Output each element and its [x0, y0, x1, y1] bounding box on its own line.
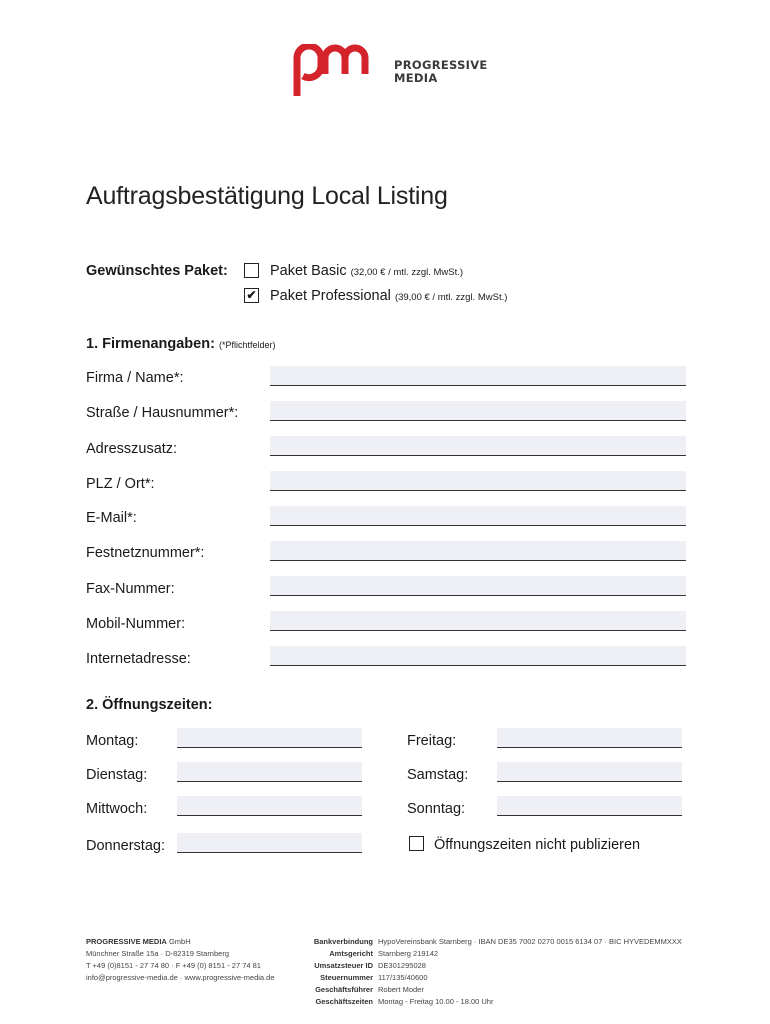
hours-input-mittwoch[interactable] [177, 796, 362, 816]
hours-input-sonntag[interactable] [497, 796, 682, 816]
footer-detail-key: Geschäftszeiten [315, 997, 373, 1006]
field-input-adresszusatz[interactable] [270, 436, 686, 456]
footer-detail-key: Bankverbindung [313, 937, 373, 946]
footer-detail-row [313, 984, 713, 996]
field-input-plz-ort[interactable] [270, 471, 686, 491]
footer-detail-value: DE301295028 [378, 961, 426, 970]
footer-detail-value: HypoVereinsbank Starnberg · IBAN DE35 7002 0270 0015 6134 07 · BIC HYVEDEMMXXX [378, 937, 682, 946]
hours-label-dienstag: Dienstag: [86, 767, 148, 783]
field-input-festnetz[interactable] [270, 541, 686, 561]
footer-detail-row [313, 996, 713, 1008]
field-input-email[interactable] [270, 506, 686, 526]
footer-company-suffix: GmbH [166, 937, 191, 946]
package-professional-checkbox[interactable]: ✔ [244, 288, 259, 303]
brand-line-1: PROGRESSIVE [394, 58, 488, 72]
page-title: Auftragsbestätigung Local Listing [86, 182, 448, 210]
footer-details-block [313, 936, 713, 1008]
brand-name [394, 59, 488, 85]
footer-address: Münchner Straße 15a · D-82319 Starnberg [86, 949, 229, 958]
footer-phone: T +49 (0)8151 - 27 74 80 · F +49 (0) 8151 - 27 74 81 [86, 961, 261, 970]
field-input-mobil[interactable] [270, 611, 686, 631]
section-hours-title: 2. Öffnungszeiten: [86, 697, 213, 713]
footer-company-name: PROGRESSIVE MEDIA [86, 937, 167, 946]
field-input-internet[interactable] [270, 646, 686, 666]
company-logo [293, 44, 488, 98]
package-basic-price: (32,00 € / mtl. zzgl. MwSt.) [350, 267, 464, 278]
footer-detail-key: Umsatzsteuer ID [314, 961, 373, 970]
hours-label-sonntag: Sonntag: [407, 801, 466, 817]
field-label-internet: Internetadresse: [86, 651, 191, 667]
hours-input-freitag[interactable] [497, 728, 682, 748]
package-basic-checkbox[interactable] [244, 263, 259, 278]
section-company-title [86, 336, 275, 352]
footer-detail-key: Amtsgericht [329, 949, 373, 958]
hours-input-donnerstag[interactable] [177, 833, 362, 853]
field-input-strasse[interactable] [270, 401, 686, 421]
footer-detail-key: Geschäftsführer [315, 985, 373, 994]
section-company-heading: 1. Firmenangaben: [86, 336, 215, 352]
footer-detail-value: Robert Moder [378, 985, 424, 994]
field-label-adresszusatz: Adresszusatz: [86, 441, 178, 457]
package-professional-option [270, 288, 507, 304]
package-professional-name: Paket Professional [270, 288, 391, 304]
field-label-email: E-Mail*: [86, 510, 137, 526]
hours-label-freitag: Freitag: [407, 733, 457, 749]
hours-input-dienstag[interactable] [177, 762, 362, 782]
hours-input-samstag[interactable] [497, 762, 682, 782]
hours-label-donnerstag: Donnerstag: [86, 838, 165, 854]
package-label: Gewünschtes Paket: [86, 263, 228, 279]
hours-label-montag: Montag: [86, 733, 139, 749]
field-label-mobil: Mobil-Nummer: [86, 616, 186, 632]
hours-input-montag[interactable] [177, 728, 362, 748]
no-publish-checkbox[interactable] [409, 836, 424, 851]
footer-detail-row [313, 948, 713, 960]
footer-detail-value: Starnberg 219142 [378, 949, 439, 958]
field-label-strasse: Straße / Hausnummer*: [86, 405, 239, 421]
footer-detail-value: 117/135/40600 [378, 973, 428, 982]
field-label-plz-ort: PLZ / Ort*: [86, 476, 155, 492]
footer-detail-row [313, 972, 713, 984]
footer-detail-key: Steuernummer [320, 973, 373, 982]
no-publish-label: Öffnungszeiten nicht publizieren [434, 837, 641, 853]
field-label-firma: Firma / Name*: [86, 370, 184, 386]
footer-company-line [86, 936, 306, 948]
hours-label-mittwoch: Mittwoch: [86, 801, 148, 817]
footer-detail-row [313, 936, 713, 948]
footer-detail-row [313, 960, 713, 972]
required-note: (*Pflichtfelder) [218, 340, 276, 350]
field-input-fax[interactable] [270, 576, 686, 596]
field-label-fax: Fax-Nummer: [86, 581, 175, 597]
pm-logo-mark [293, 44, 387, 98]
footer-detail-value: Montag - Freitag 10.00 - 18.00 Uhr [378, 997, 494, 1006]
field-input-firma[interactable] [270, 366, 686, 386]
footer-company-block [86, 936, 306, 984]
package-professional-price: (39,00 € / mtl. zzgl. MwSt.) [394, 292, 508, 303]
footer-web: info@progressive-media.de · www.progressive-media.de [86, 973, 275, 982]
package-basic-option [270, 263, 463, 279]
brand-line-2: MEDIA [394, 71, 438, 85]
field-label-festnetz: Festnetznummer*: [86, 545, 205, 561]
hours-label-samstag: Samstag: [407, 767, 469, 783]
package-basic-name: Paket Basic [270, 263, 347, 279]
